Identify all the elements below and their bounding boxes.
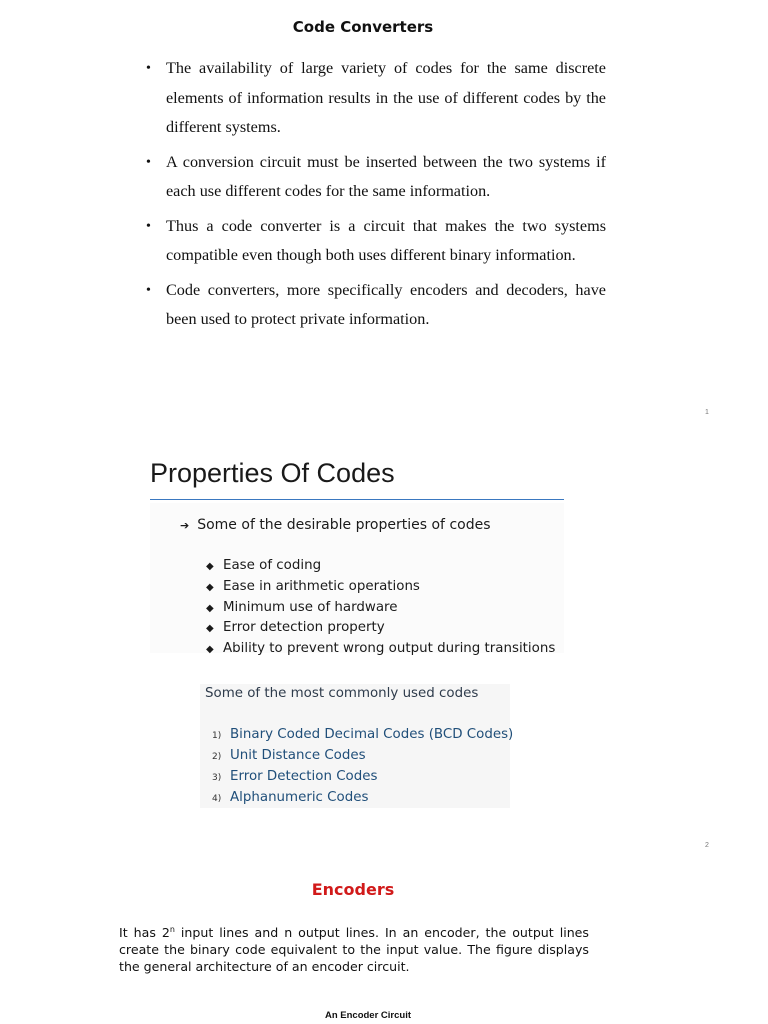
list-number: 2) [212, 752, 222, 762]
property-text: Ease of coding [223, 558, 322, 573]
superscript-n: n [169, 925, 175, 934]
bullet-text: A conversion circuit must be inserted between the two systems if each use different codes for the same information. [166, 152, 606, 200]
properties-list [206, 556, 555, 660]
property-text: Ease in arithmetic operations [223, 578, 420, 594]
diamond-bullet-icon: ◆ [206, 644, 214, 656]
property-text: Ability to prevent wrong output during transitions [223, 641, 556, 657]
list-item [212, 746, 513, 767]
bullet-dot-icon: • [146, 282, 151, 298]
bullet-dot-icon: • [146, 218, 151, 234]
list-item [206, 639, 555, 660]
bullet-text: The availability of large variety of codes for the same discrete elements of information results in the use of different codes by the different systems. [166, 59, 606, 136]
slide-title: Encoders [311, 880, 395, 899]
intro-line [180, 517, 491, 533]
property-text: Error detection property [223, 620, 385, 636]
bullet-list [146, 54, 606, 340]
arrow-right-icon: ➔ [180, 519, 190, 532]
codes-subheading: Some of the most commonly used codes [205, 686, 479, 701]
para-rest: input lines and n output lines. In an encoder, the output lines create the binary code equivalent to the input value. The figure displays the general architecture of an encoder circuit. [119, 925, 589, 975]
list-item [146, 54, 606, 143]
property-text: Minimum use of hardware [223, 599, 398, 615]
list-item [206, 618, 555, 639]
code-label: Error Detection Codes [230, 769, 378, 784]
list-item [146, 212, 606, 271]
list-item [146, 276, 606, 335]
list-item [146, 148, 606, 207]
bullet-text: Thus a code converter is a circuit that makes the two systems compatible even though both uses different binary information. [166, 216, 606, 264]
list-number: 1) [212, 731, 222, 741]
list-item [212, 725, 513, 746]
bullet-text: Code converters, more specifically encoders and decoders, have been used to protect private information. [166, 280, 606, 328]
page-number: 1 [705, 409, 709, 416]
codes-list [212, 725, 513, 809]
slide-title: Code Converters [292, 18, 434, 36]
encoder-description [119, 921, 589, 975]
page-number: 2 [705, 842, 709, 849]
diamond-bullet-icon: ◆ [206, 623, 214, 635]
list-item [206, 577, 555, 598]
list-item [206, 598, 555, 619]
bullet-dot-icon: • [146, 61, 151, 76]
figure-caption: An Encoder Circuit [324, 1010, 412, 1021]
list-number: 4) [212, 794, 222, 804]
intro-text: Some of the desirable properties of codes [197, 517, 491, 533]
diamond-bullet-icon: ◆ [206, 602, 214, 614]
bullet-dot-icon: • [146, 154, 151, 170]
list-item [212, 788, 513, 809]
code-label: Binary Coded Decimal Codes (BCD Codes) [230, 727, 514, 742]
para-start: It has 2 [119, 925, 170, 941]
list-number: 3) [212, 773, 222, 783]
diamond-bullet-icon: ◆ [206, 561, 214, 572]
code-label: Alphanumeric Codes [230, 790, 369, 805]
list-item [212, 767, 513, 788]
diamond-bullet-icon: ◆ [206, 581, 214, 593]
title-underline [150, 499, 564, 500]
slide-title: Properties Of Codes [150, 458, 395, 488]
code-label: Unit Distance Codes [230, 748, 366, 763]
list-item [206, 556, 555, 577]
